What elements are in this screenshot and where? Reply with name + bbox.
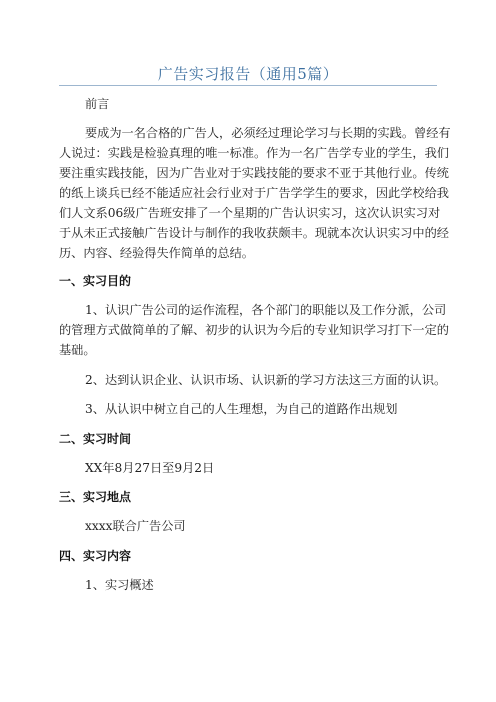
- purpose-item-line: 的管理方式做简单的了解、初步的认识为今后的专业知识学习打下一定的: [59, 323, 449, 337]
- intro-paragraph-line: 于从未正式接触广告设计与制作的我收获颇丰。现就本次认识实习中的经: [59, 226, 449, 240]
- section-heading-time: 二、实习时间: [59, 432, 132, 446]
- purpose-item-line: 1、认识广告公司的运作流程，各个部门的职能以及工作分派，公司: [85, 303, 447, 317]
- intro-paragraph-line: 要成为一名合格的广告人，必须经过理论学习与长期的实践。曾经有: [85, 126, 451, 140]
- document-title: 广告实习报告（通用5篇）: [157, 65, 339, 83]
- intro-paragraph-line: 人说过：实践是检验真理的唯一标准。作为一名广告学专业的学生，我们: [59, 146, 449, 160]
- intro-paragraph-line: 们人文系06级广告班安排了一个星期的广告认识实习，这次认识实习对: [59, 206, 441, 220]
- intro-paragraph-line: 要注重实践技能，因为广告业对于实践技能的要求不亚于其他行业。传统: [59, 166, 449, 180]
- purpose-item-2: 2、达到认识企业、认识市场、认识新的学习方法这三方面的认识。: [85, 373, 447, 387]
- purpose-item-3: 3、从认识中树立自己的人生理想，为自己的道路作出规划: [85, 402, 398, 416]
- intro-paragraph-line: 历、内容、经验得失作简单的总结。: [59, 246, 254, 260]
- section-heading-content: 四、实习内容: [59, 549, 132, 563]
- section-heading-purpose: 一、实习目的: [59, 274, 132, 288]
- internship-time-text: XX年8月27日至9月2日: [85, 461, 215, 475]
- section-heading-location: 三、实习地点: [59, 490, 132, 504]
- title-divider: [59, 85, 437, 86]
- internship-location-text: xxxx联合广告公司: [85, 519, 186, 533]
- content-subheading: 1、实习概述: [85, 578, 154, 592]
- intro-heading: 前言: [85, 97, 110, 111]
- purpose-item-line: 基础。: [59, 343, 96, 357]
- intro-paragraph-line: 的纸上谈兵已经不能适应社会行业对于广告学学生的要求，因此学校给我: [59, 186, 449, 200]
